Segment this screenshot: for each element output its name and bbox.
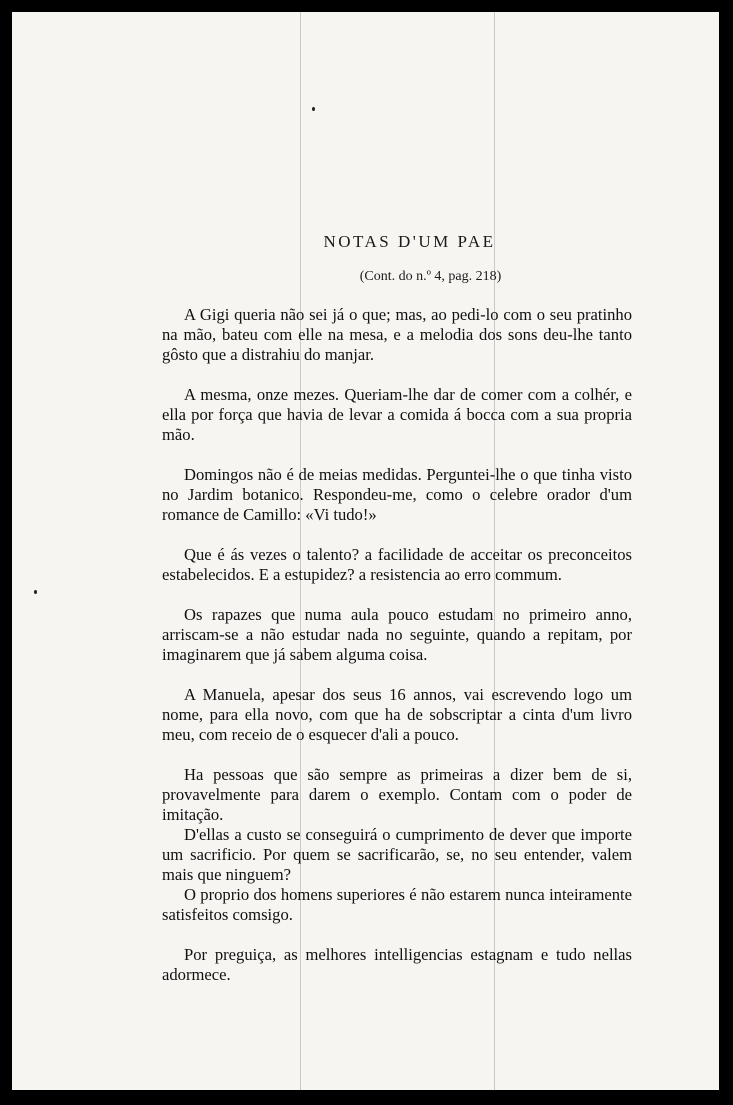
article-body <box>162 305 632 1005</box>
paragraph: A Manuela, apesar dos seus 16 annos, vai escrevendo logo um nome, para ella novo, com que ha de sobscriptar a cinta d'um livro meu, com receio de o esquecer d'ali a pouco. <box>162 685 632 744</box>
paragraph: Os rapazes que numa aula pouco estudam no primeiro anno, arriscam-se a não estudar nada no seguinte, quando a repitam, por imaginarem que já sabem alguma coisa. <box>162 605 632 664</box>
paper-sheet <box>12 12 719 1090</box>
page-title: NOTAS D'UM PAE <box>323 232 496 251</box>
paragraph: A Gigi queria não sei já o que; mas, ao pedi-lo com o seu pratinho na mão, bateu com elle na mesa, e a melodia dos sons deu-lhe tanto gôsto que a distrahiu do manjar. <box>162 305 632 364</box>
page-subtitle: (Cont. do n.º 4, pag. 218) <box>359 269 502 284</box>
paragraph: Domingos não é de meias medidas. Perguntei-lhe o que tinha visto no Jardim botanico. Respondeu-me, como o celebre orador d'um romance de Camillo: «Vi tudo!» <box>162 465 632 524</box>
paragraph: Ha pessoas que são sempre as primeiras a dizer bem de si, provavelmente para darem o exemplo. Contam com o poder de imitação. <box>162 765 632 824</box>
ink-speck <box>34 590 37 594</box>
ink-speck <box>312 107 315 111</box>
paragraph: O proprio dos homens superiores é não estarem nunca inteiramente satisfeitos comsigo. <box>162 885 632 924</box>
paragraph: A mesma, onze mezes. Queriam-lhe dar de comer com a colhér, e ella por força que havia de levar a comida á bocca com a sua propria mão. <box>162 385 632 444</box>
paragraph: Por preguiça, as melhores intelligencias estagnam e tudo nellas adormece. <box>162 945 632 984</box>
paragraph: Que é ás vezes o talento? a facilidade de acceitar os preconceitos estabelecidos. E a estupidez? a resistencia ao erro commum. <box>162 545 632 584</box>
paragraph: D'ellas a custo se conseguirá o cumprimento de dever que importe um sacrificio. Por quem se sacrificarão, se, no seu entender, valem mais que ninguem? <box>162 825 632 884</box>
